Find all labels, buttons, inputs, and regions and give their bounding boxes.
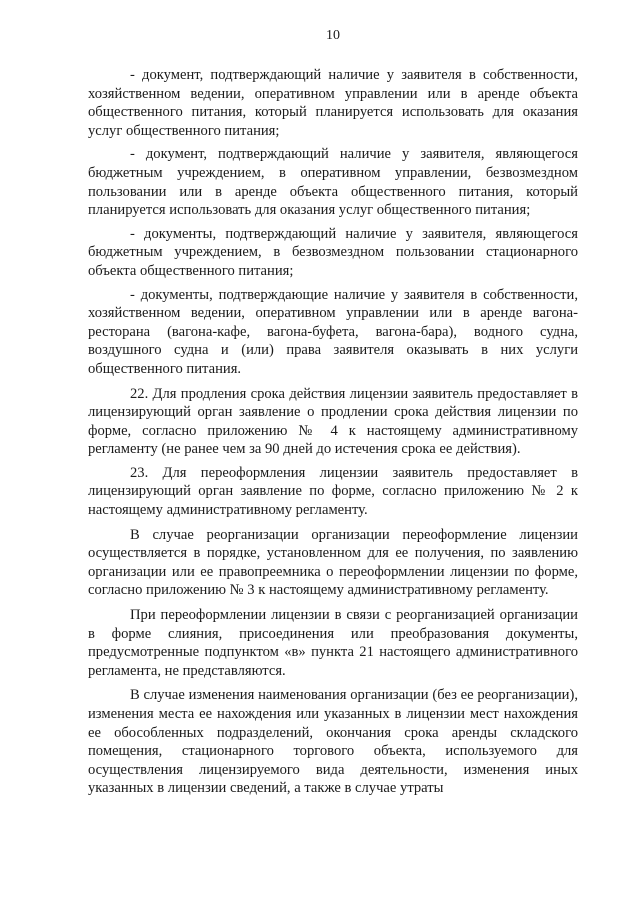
paragraph-doc-budget-institution: - документ, подтверждающий наличие у заявителя, являющегося бюджетным учреждением, в оперативном управлении, безвозмездном пользовании или в аренде объекта общественного питания, который планируется использовать для оказания услуг общественного питания;	[88, 146, 578, 219]
paragraph-item-23: 23. Для переоформления лицензии заявитель предоставляет в лицензирующий орган заявление по форме, согласно приложению № 2 к настоящему административному регламенту.	[88, 464, 578, 519]
paragraph-doc-ownership: - документ, подтверждающий наличие у заявителя в собственности, хозяйственном ведении, оперативном управлении или в аренде объекта общественного питания, который планируется использовать для оказания услуг общественного питания;	[88, 67, 578, 139]
paragraph-doc-wagon-vessel: - документы, подтверждающие наличие у заявителя в собственности, хозяйственном ведении, оперативном управлении или в аренде вагона-ресторана (вагона-кафе, вагона-буфета, вагона-бара), водного судна, воздушного судна и (или) права заявителя оказывать в них услуги общественного питания.	[88, 286, 578, 377]
paragraph-doc-free-use: - документы, подтверждающий наличие у заявителя, являющегося бюджетным учреждением, в безвозмездном пользовании стационарного объекта общественного питания;	[88, 225, 578, 279]
paragraph-reorganization: В случае реорганизации организации переоформление лицензии осуществляется в порядке, установленном для ее получения, по заявлению организации или ее правопреемника о переоформлении лицензии по форме, согласно приложению № 3 к настоящему административному регламенту.	[88, 526, 578, 599]
page-number: 10	[326, 28, 340, 43]
paragraph-name-change: В случае изменения наименования организации (без ее реорганизации), изменения места ее нахождения или указанных в лицензии мест нахождения ее обособленных подразделений, окончания срока аренды складского помещения, стационарного торгового объекта, используемого для осуществления лицензируемого вида деятельности, изменения иных указанных в лицензии сведений, а также в случае утраты	[88, 687, 578, 797]
paragraph-item-22: 22. Для продления срока действия лицензии заявитель предоставляет в лицензирующий орган заявление о продлении срока действия лицензии по форме, согласно приложению № 4 к настоящему административному регламенту (не ранее чем за 90 дней до истечения срока ее действия).	[88, 385, 578, 458]
paragraph-merger: При переоформлении лицензии в связи с реорганизацией организации в форме слияния, присоединения или преобразования документы, предусмотренные подпунктом «в» пункта 21 настоящего административного регламента, не представляются.	[88, 607, 578, 679]
